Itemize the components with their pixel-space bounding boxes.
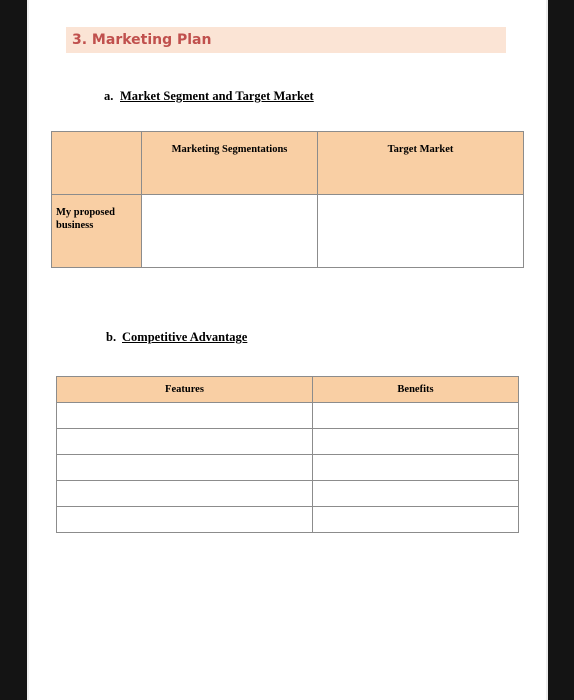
table-cell-feature[interactable]: [57, 403, 313, 429]
subheading-marker: a.: [104, 89, 114, 103]
column-header-target-market: Target Market: [318, 132, 524, 195]
viewer-right-strip: [546, 0, 548, 700]
subheading-title: Competitive Advantage: [122, 330, 248, 344]
table-cell-benefit[interactable]: [313, 507, 519, 533]
table-cell-target-market[interactable]: [318, 195, 524, 268]
competitive-advantage-table: [56, 376, 519, 533]
table-cell-benefit[interactable]: [313, 429, 519, 455]
table-cell-feature[interactable]: [57, 507, 313, 533]
table-cell-feature[interactable]: [57, 455, 313, 481]
table-cell-feature[interactable]: [57, 429, 313, 455]
viewer-right-border: [548, 0, 574, 700]
table-cell-benefit[interactable]: [313, 403, 519, 429]
column-header-benefits: Benefits: [313, 377, 519, 403]
table-cell-marketing-segmentations[interactable]: [142, 195, 318, 268]
viewer-left-strip: [27, 0, 29, 700]
table-cell-benefit[interactable]: [313, 455, 519, 481]
subheading-competitive-advantage: [106, 330, 247, 345]
row-label-my-proposed-business: My proposed business: [52, 195, 142, 268]
market-segment-table: [51, 131, 524, 268]
subheading-market-segment: [104, 89, 314, 104]
column-header-features: Features: [57, 377, 313, 403]
subheading-marker: b.: [106, 330, 117, 344]
viewer-left-border: [0, 0, 27, 700]
table-cell-feature[interactable]: [57, 481, 313, 507]
table-corner-cell: [52, 132, 142, 195]
table-cell-benefit[interactable]: [313, 481, 519, 507]
column-header-marketing-segmentations: Marketing Segmentations: [142, 132, 318, 195]
subheading-title: Market Segment and Target Market: [120, 89, 314, 103]
section-heading: 3. Marketing Plan: [66, 27, 506, 53]
